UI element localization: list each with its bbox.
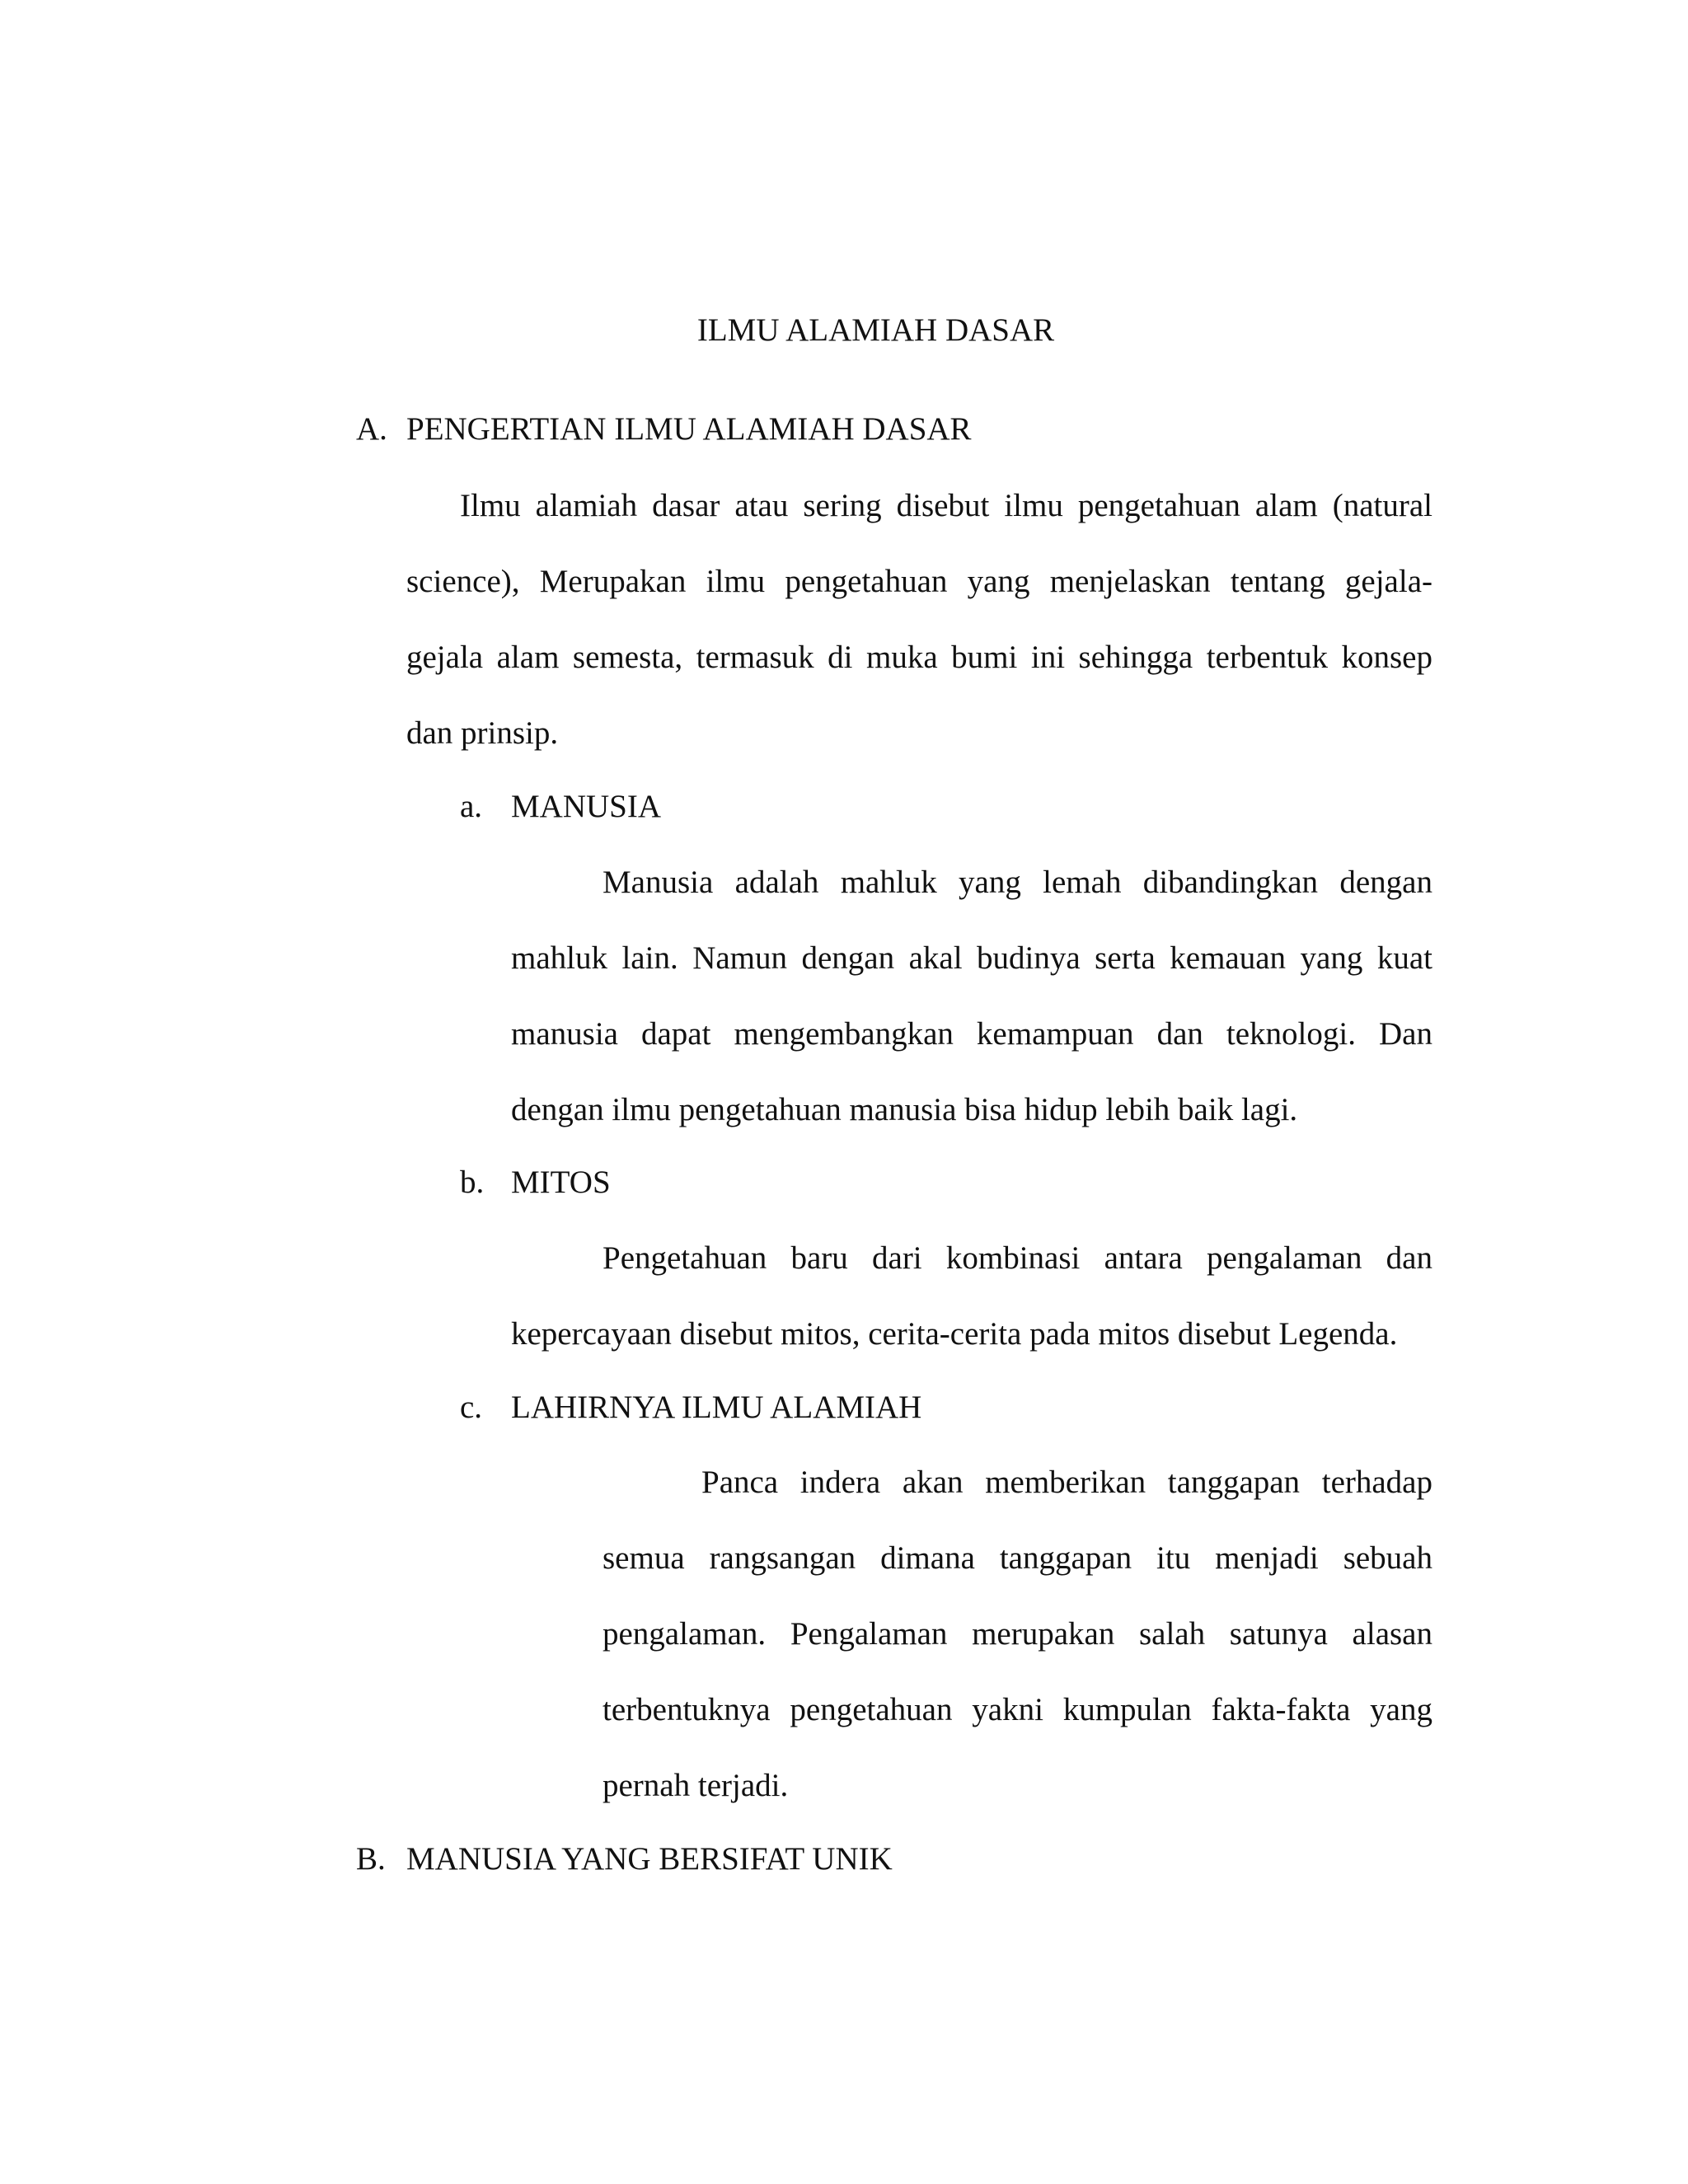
- document-title: ILMU ALAMIAH DASAR: [696, 312, 1055, 348]
- subsection-c-paragraph-line: pengalaman. Pengalaman merupakan salah satunya alasan: [603, 1616, 1432, 1652]
- subsection-a-paragraph-line: dengan ilmu pengetahuan manusia bisa hidup lebih baik lagi.: [511, 1092, 1298, 1127]
- section-a-paragraph-line: Ilmu alamiah dasar atau sering disebut ilmu pengetahuan alam (natural: [460, 488, 1432, 523]
- subsection-b-paragraph-line: Pengetahuan baru dari kombinasi antara pengalaman dan: [603, 1240, 1432, 1276]
- subsection-c-paragraph-line: pernah terjadi.: [603, 1768, 789, 1803]
- section-a-paragraph-line: gejala alam semesta, termasuk di muka bumi ini sehingga terbentuk konsep: [406, 640, 1432, 675]
- subsection-c-paragraph-line: terbentuknya pengetahuan yakni kumpulan fakta-fakta yang: [603, 1692, 1432, 1727]
- subsection-a-paragraph-line: manusia dapat mengembangkan kemampuan dan teknologi. Dan: [511, 1016, 1432, 1052]
- section-a-heading: PENGERTIAN ILMU ALAMIAH DASAR: [406, 411, 972, 447]
- subsection-c-marker: c.: [460, 1390, 483, 1425]
- subsection-c-paragraph-line: Panca indera akan memberikan tanggapan terhadap: [701, 1465, 1432, 1500]
- subsection-b-marker: b.: [460, 1165, 485, 1200]
- subsection-a-marker: a.: [460, 789, 483, 824]
- section-a-paragraph-line: science), Merupakan ilmu pengetahuan yang menjelaskan tentang gejala-: [406, 564, 1432, 599]
- section-b-marker: B.: [356, 1841, 386, 1877]
- subsection-b-heading: MITOS: [511, 1165, 611, 1200]
- section-a-paragraph-line: dan prinsip.: [406, 715, 559, 751]
- subsection-c-heading: LAHIRNYA ILMU ALAMIAH: [511, 1390, 922, 1425]
- subsection-a-heading: MANUSIA: [511, 789, 662, 824]
- section-b-heading: MANUSIA YANG BERSIFAT UNIK: [406, 1841, 893, 1877]
- subsection-a-paragraph-line: Manusia adalah mahluk yang lemah dibandingkan dengan: [603, 865, 1432, 900]
- section-a-marker: A.: [356, 411, 387, 447]
- subsection-b-paragraph-line: kepercayaan disebut mitos, cerita-cerita pada mitos disebut Legenda.: [511, 1316, 1398, 1352]
- subsection-c-paragraph-line: semua rangsangan dimana tanggapan itu menjadi sebuah: [603, 1540, 1432, 1576]
- subsection-a-paragraph-line: mahluk lain. Namun dengan akal budinya serta kemauan yang kuat: [511, 940, 1432, 976]
